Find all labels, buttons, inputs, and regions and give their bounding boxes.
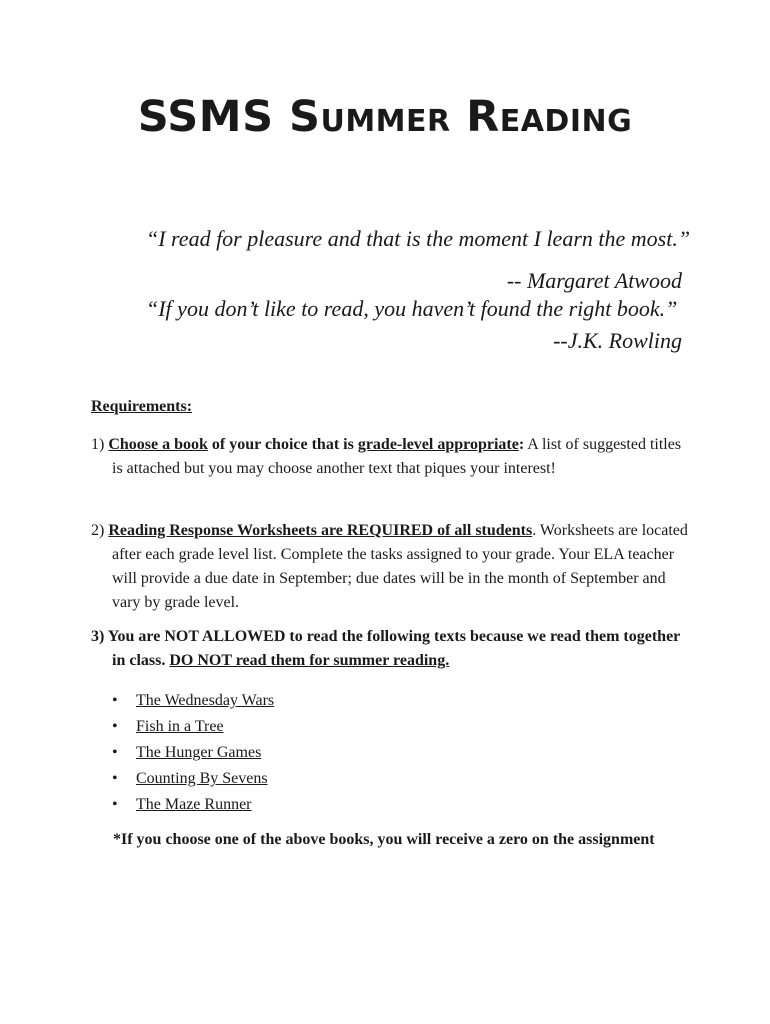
page-title: SSMS Summer Reading: [137, 92, 633, 142]
requirement-1-grade-level: grade-level appropriate: [357, 436, 519, 453]
bullet-icon: •: [112, 718, 118, 735]
list-item: [112, 688, 274, 714]
requirement-1-choose-book: Choose a book: [108, 436, 208, 453]
requirement-2-number: 2): [91, 522, 109, 539]
bullet-icon: •: [112, 744, 118, 761]
book-title: Fish in a Tree: [136, 718, 224, 735]
requirement-3-do-not-read: DO NOT read them for summer reading.: [169, 652, 450, 669]
list-item: [112, 714, 274, 740]
requirement-1-number: 1): [91, 436, 109, 453]
requirement-3-not-allowed: You are NOT ALLOWED to read the following texts because we read them together in class.: [107, 628, 680, 669]
bullet-icon: •: [112, 796, 118, 813]
quote-2: “If you don’t like to read, you haven’t found the right book.”: [146, 296, 678, 321]
quote-1: “I read for pleasure and that is the moment I learn the most.”: [146, 226, 691, 251]
requirement-3: [91, 625, 691, 673]
requirement-2-worksheets-required: Reading Response Worksheets are REQUIRED of all students: [108, 522, 533, 539]
requirement-1-detail: A list of suggested titles is attached but you may choose another text that piques your interest!: [112, 436, 682, 477]
zero-grade-warning: *If you choose one of the above books, you will receive a zero on the assignment: [113, 831, 655, 848]
requirement-1-colon: :: [518, 436, 525, 453]
requirement-2: [91, 519, 691, 615]
requirement-1: [91, 433, 691, 481]
book-title: The Maze Runner: [136, 796, 252, 813]
quote-2-author: --J.K. Rowling: [553, 328, 682, 353]
quote-1-author: -- Margaret Atwood: [506, 268, 682, 293]
book-title: Counting By Sevens: [136, 770, 268, 787]
list-item: [112, 792, 274, 818]
requirement-3-number: 3): [91, 628, 108, 645]
book-title: The Wednesday Wars: [136, 692, 275, 709]
requirements-heading: Requirements:: [91, 398, 193, 415]
requirement-1-bold-text: of your choice that is: [207, 436, 358, 453]
list-item: [112, 766, 274, 792]
excluded-books-list: [112, 688, 274, 818]
bullet-icon: •: [112, 692, 118, 709]
bullet-icon: •: [112, 770, 118, 787]
list-item: [112, 740, 274, 766]
requirement-2-detail: . Worksheets are located after each grade level list. Complete the tasks assigned to your grade. Your ELA teacher will provide a due date in September; due dates will be in the month of September and vary by grade level.: [112, 522, 688, 611]
book-title: The Hunger Games: [136, 744, 262, 761]
